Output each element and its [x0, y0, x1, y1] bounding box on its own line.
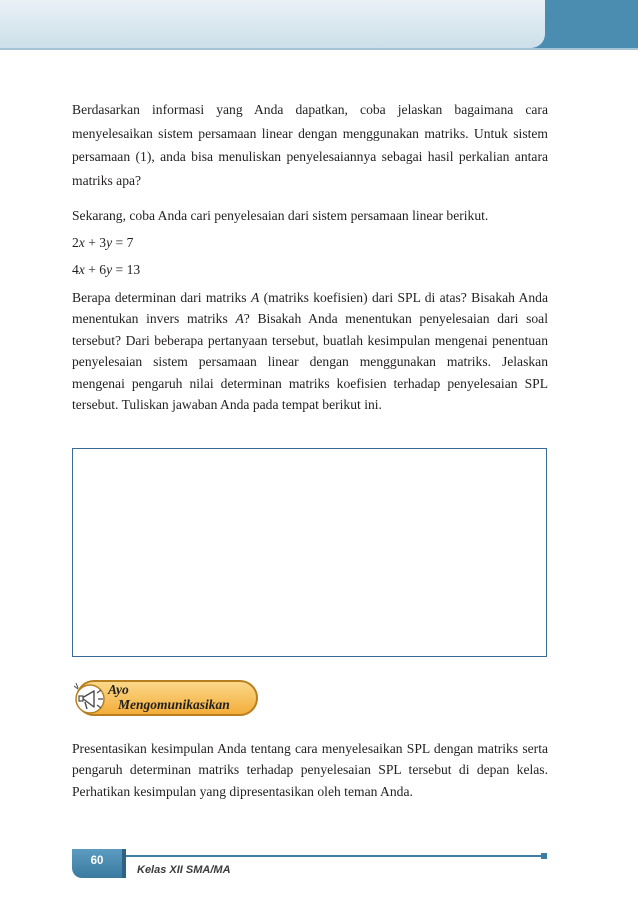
answer-box[interactable]	[72, 448, 547, 657]
paragraph-instruction: Sekarang, coba Anda cari penyelesaian dari sistem persamaan linear berikut.	[72, 208, 489, 223]
book-title: Kelas XII SMA/MA	[137, 864, 231, 876]
badge-line-2: Mengomunikasikan	[118, 697, 230, 712]
equation-1: 2x + 3y = 7	[72, 235, 134, 250]
paragraph-questions: Berapa determinan dari matriks A (matriks koefisien) dari SPL di atas? Bisakah Anda menentukan invers matriks A? Bisakah Anda menentukan penyelesaian dari soal tersebut? Dari beberapa pertanyaan tersebut, buatlah kesimpulan mengenai penentuan penyelesaian sistem persamaan linear dengan menggunakan matriks. Jelaskan mengenai pengaruh nilai determinan matriks koefisien terhadap penyelesaian SPL tersebut. Tuliskan jawaban Anda pada tempat berikut ini.	[72, 290, 548, 413]
equation-2: 4x + 6y = 13	[72, 262, 141, 277]
badge-line-1: Ayo	[108, 682, 129, 697]
header-band-light	[0, 0, 545, 48]
footer-divider	[124, 855, 542, 857]
paragraph-presentation: Presentasikan kesimpulan Anda tentang cara menyelesaikan SPL dengan matriks serta pengaruh determinan matriks terhadap penyelesaian SPL tersebut di depan kelas. Perhatikan kesimpulan yang dipresentasikan oleh teman Anda.	[72, 741, 548, 799]
header-divider	[0, 48, 638, 50]
footer-square	[541, 853, 547, 859]
ayo-mengomunikasikan-badge	[70, 678, 260, 720]
megaphone-icon	[70, 678, 110, 718]
page-number: 60	[90, 855, 104, 867]
paragraph-intro: Berdasarkan informasi yang Anda dapatkan, coba jelaskan bagaimana cara menyelesaikan sistem persamaan linear dengan menggunakan matriks. Untuk sistem persamaan (1), anda bisa menuliskan penyelesaiannya sebagai hasil perkalian antara matriks apa?	[72, 102, 548, 188]
